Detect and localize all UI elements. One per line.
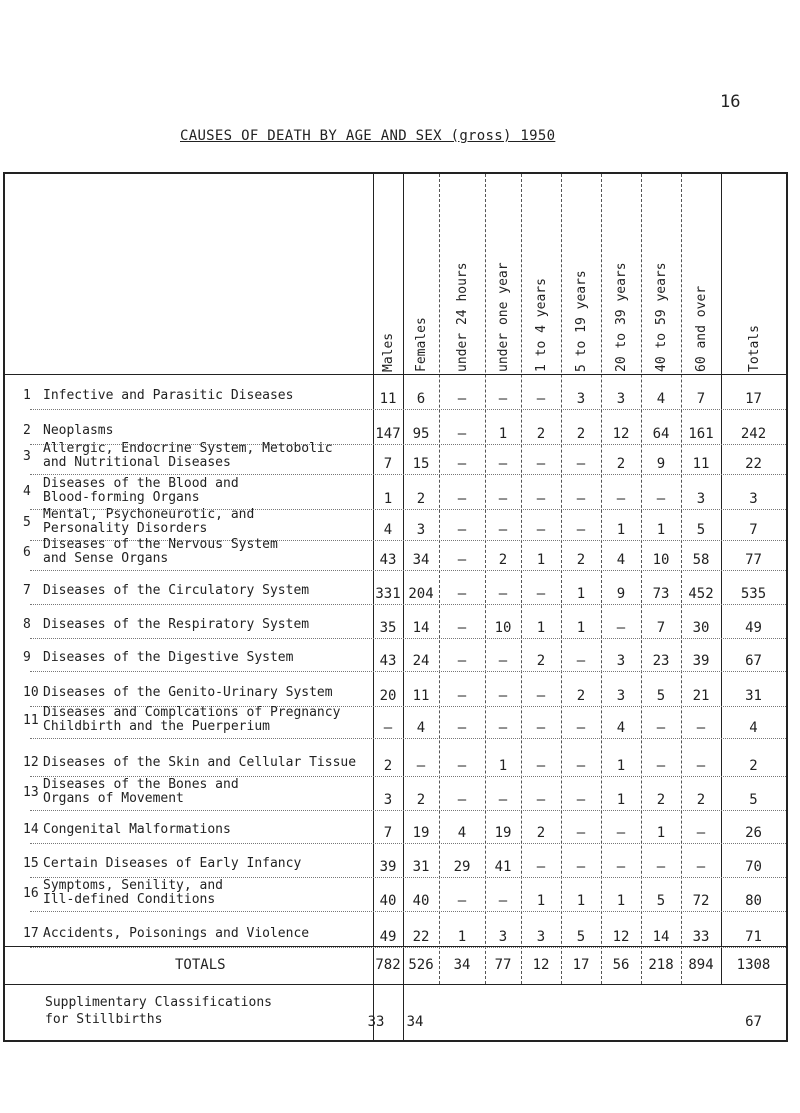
row-divider (30, 911, 786, 912)
table-cell: – (498, 653, 508, 669)
cause-text: Infective and Parasitic Diseases (43, 388, 294, 403)
table-cell: 31 (745, 688, 762, 704)
table-cell: 2 (749, 758, 758, 774)
table-cell: – (457, 456, 467, 472)
table-cell: 33 (692, 929, 710, 945)
cause-number: 6 (23, 545, 31, 560)
cause-text: Diseases of the Digestive System (43, 650, 294, 665)
table-cell: – (576, 720, 586, 736)
cause-number: 2 (23, 423, 31, 438)
table-cell: – (457, 491, 467, 507)
table-cell: – (536, 758, 546, 774)
table-cell: – (457, 688, 467, 704)
table-cell: 3 (383, 792, 393, 808)
table-cell: – (656, 859, 666, 875)
table-cell: 39 (692, 653, 710, 669)
table-cell: 1 (616, 893, 626, 909)
table-cell: – (457, 426, 467, 442)
table-cell: – (576, 522, 586, 538)
table-cell: – (656, 720, 666, 736)
table-cell: 1 (536, 620, 546, 636)
column-header (690, 182, 712, 372)
table-cell: 2 (576, 426, 586, 442)
table-cell: – (616, 825, 626, 841)
totals-cell: 34 (453, 957, 471, 973)
column-header-label: Males (381, 332, 396, 372)
table-cell: 5 (749, 792, 758, 808)
cause-text: Diseases of the Genito-Urinary System (43, 685, 333, 700)
table-cell: 9 (656, 456, 666, 472)
table-cell: – (498, 586, 508, 602)
cause-number: 14 (23, 822, 39, 837)
table-cell: – (457, 893, 467, 909)
table-cell: 26 (745, 825, 762, 841)
table-cell: 11 (692, 456, 710, 472)
column-header-label: Females (414, 317, 429, 372)
totals-cell: 526 (408, 957, 434, 973)
table-cell: 2 (383, 758, 393, 774)
table-cell: 71 (745, 929, 762, 945)
table-cell: – (498, 456, 508, 472)
table-cell: 72 (692, 893, 710, 909)
table-cell: 4 (416, 720, 426, 736)
table-cell: 11 (379, 391, 397, 407)
table-cell: 1 (576, 620, 586, 636)
table-cell: 12 (612, 929, 630, 945)
totals-cell: 218 (648, 957, 674, 973)
table-row (5, 639, 786, 673)
table-cell: 1 (498, 426, 508, 442)
table-cell: 4 (749, 720, 758, 736)
table-cell: 3 (416, 522, 426, 538)
supplementary-label: Supplimentary Classifications for Stillbirths (45, 995, 272, 1027)
table-cell: 7 (696, 391, 706, 407)
cause-number: 4 (23, 484, 31, 499)
row-divider (30, 604, 786, 605)
table-cell: 204 (408, 586, 434, 602)
supplementary-males: 33 (367, 1014, 385, 1030)
table-cell: – (656, 758, 666, 774)
table-cell: 4 (457, 825, 467, 841)
table-cell: 22 (412, 929, 430, 945)
column-header-label: 20 to 39 years (614, 262, 629, 372)
table-cell: 1 (536, 552, 546, 568)
table-cell: – (536, 720, 546, 736)
table-row (5, 706, 786, 740)
totals-cell: 782 (375, 957, 401, 973)
table-cell: 19 (412, 825, 430, 841)
table-cell: 4 (616, 552, 626, 568)
table-cell: 2 (656, 792, 666, 808)
table-cell: – (498, 688, 508, 704)
table-cell: – (457, 552, 467, 568)
table-cell: 3 (616, 391, 626, 407)
table-row (5, 538, 786, 572)
table-row (5, 477, 786, 511)
table-cell: – (457, 792, 467, 808)
totals-cell: 1308 (736, 957, 771, 973)
table-cell: – (498, 522, 508, 538)
table-cell: 19 (494, 825, 512, 841)
table-row (5, 377, 786, 411)
table-cell: 5 (576, 929, 586, 945)
header-divider (5, 374, 786, 375)
table-cell: – (536, 586, 546, 602)
table-cell: 2 (536, 426, 546, 442)
table-cell: 21 (692, 688, 710, 704)
table-cell: 15 (412, 456, 430, 472)
table-cell: 2 (498, 552, 508, 568)
table-cell: – (457, 758, 467, 774)
table-cell: – (576, 859, 586, 875)
table-cell: 29 (453, 859, 471, 875)
table-cell: 1 (457, 929, 467, 945)
table-cell: 3 (696, 491, 706, 507)
table-cell: – (536, 391, 546, 407)
table-cell: – (616, 859, 626, 875)
table-row (5, 879, 786, 913)
supplementary-row (5, 994, 786, 1034)
totals-cell: 56 (612, 957, 630, 973)
table-cell: 7 (656, 620, 666, 636)
table-cell: 10 (494, 620, 512, 636)
row-divider (30, 947, 786, 948)
table-cell: 12 (612, 426, 630, 442)
table-cell: 4 (616, 720, 626, 736)
table-cell: 43 (379, 552, 397, 568)
cause-number: 15 (23, 856, 39, 871)
cause-text: Certain Diseases of Early Infancy (43, 856, 302, 871)
table-cell: 5 (656, 688, 666, 704)
cause-number: 16 (23, 886, 39, 901)
cause-text: Congenital Malformations (43, 822, 231, 837)
table-cell: 49 (379, 929, 397, 945)
table-cell: 1 (616, 522, 626, 538)
table-row (5, 811, 786, 845)
column-header (610, 182, 632, 372)
cause-number: 1 (23, 388, 31, 403)
totals-label: TOTALS (175, 957, 226, 973)
table-cell: – (616, 620, 626, 636)
table-cell: – (576, 758, 586, 774)
table-cell: 80 (745, 893, 762, 909)
table-cell: 147 (375, 426, 401, 442)
column-header (492, 182, 514, 372)
table-cell: – (696, 720, 706, 736)
table-cell: 70 (745, 859, 762, 875)
table-frame (3, 172, 788, 1042)
table-cell: 77 (745, 552, 762, 568)
column-header (530, 182, 552, 372)
cause-number: 13 (23, 785, 39, 800)
table-cell: – (457, 391, 467, 407)
table-cell: – (696, 758, 706, 774)
cause-text: Diseases of the Skin and Cellular Tissue (43, 755, 357, 770)
table-cell: – (383, 720, 393, 736)
table-cell: 73 (652, 586, 670, 602)
table-cell: 20 (379, 688, 397, 704)
column-header (410, 182, 432, 372)
table-cell: 535 (740, 586, 767, 602)
table-cell: 1 (383, 491, 393, 507)
table-cell: 35 (379, 620, 397, 636)
row-divider (30, 843, 786, 844)
cause-number: 12 (23, 755, 39, 770)
table-cell: 5 (656, 893, 666, 909)
table-cell: – (656, 491, 666, 507)
cause-text: Accidents, Poisonings and Violence (43, 926, 310, 941)
table-cell: 1 (616, 758, 626, 774)
column-header (377, 182, 399, 372)
table-cell: 9 (616, 586, 626, 602)
cause-text: Diseases and Complcations of Pregnancy Childbirth and the Puerperium (43, 705, 341, 734)
table-cell: 5 (696, 522, 706, 538)
table-cell: 7 (749, 522, 758, 538)
table-cell: 11 (412, 688, 430, 704)
table-cell: 3 (576, 391, 586, 407)
table-cell: 41 (494, 859, 512, 875)
cause-text: Diseases of the Circulatory System (43, 583, 310, 598)
table-cell: 1 (576, 893, 586, 909)
table-row (5, 845, 786, 879)
cause-number: 17 (23, 926, 39, 941)
table-cell: 331 (375, 586, 401, 602)
table-cell: – (576, 491, 586, 507)
table-cell: 1 (656, 522, 666, 538)
table-cell: 40 (379, 893, 397, 909)
table-cell: 7 (383, 456, 393, 472)
table-cell: 2 (416, 792, 426, 808)
table-cell: 242 (740, 426, 767, 442)
row-divider (30, 409, 786, 410)
table-cell: 3 (616, 688, 626, 704)
totals-cell: 17 (572, 957, 590, 973)
table-row (5, 442, 786, 476)
table-cell: 4 (656, 391, 666, 407)
table-cell: 43 (379, 653, 397, 669)
table-row (5, 744, 786, 778)
table-cell: – (536, 859, 546, 875)
cause-text: Mental, Psychoneurotic, and Personality Disorders (43, 507, 255, 536)
table-cell: 161 (688, 426, 714, 442)
cause-number: 7 (23, 583, 31, 598)
table-cell: 39 (379, 859, 397, 875)
table-cell: – (457, 653, 467, 669)
table-row (5, 674, 786, 708)
column-header (743, 182, 765, 372)
table-cell: 7 (383, 825, 393, 841)
totals-bottom-line (5, 984, 786, 985)
table-cell: 6 (416, 391, 426, 407)
cause-text: Diseases of the Nervous System and Sense Organs (43, 537, 278, 566)
row-divider (30, 570, 786, 571)
table-cell: 2 (536, 653, 546, 669)
column-header (570, 182, 592, 372)
table-cell: – (498, 792, 508, 808)
table-cell: – (457, 620, 467, 636)
column-header-label: 1 to 4 years (534, 278, 549, 372)
table-cell: 4 (383, 522, 393, 538)
table-cell: 23 (652, 653, 670, 669)
table-cell: 22 (745, 456, 762, 472)
row-divider (30, 671, 786, 672)
page-number: 16 (720, 92, 741, 112)
cause-text: Neoplasms (43, 423, 114, 438)
totals-cell: 894 (688, 957, 714, 973)
column-header (451, 182, 473, 372)
table-cell: 452 (688, 586, 714, 602)
table-cell: 3 (498, 929, 508, 945)
column-header-label: under 24 hours (455, 262, 470, 372)
table-cell: – (457, 720, 467, 736)
table-cell: – (616, 491, 626, 507)
column-header-label: 40 to 59 years (654, 262, 669, 372)
column-header-label: under one year (496, 262, 511, 372)
cause-text: Diseases of the Blood and Blood-forming Organs (43, 476, 239, 505)
table-cell: 17 (745, 391, 762, 407)
table-cell: – (536, 792, 546, 808)
totals-cell: 77 (494, 957, 512, 973)
table-cell: 58 (692, 552, 710, 568)
table-cell: – (576, 792, 586, 808)
table-cell: – (576, 653, 586, 669)
column-header-label: 60 and over (694, 285, 709, 372)
table-cell: 95 (412, 426, 430, 442)
table-cell: – (536, 522, 546, 538)
cause-number: 11 (23, 713, 39, 728)
column-header (650, 182, 672, 372)
table-cell: – (536, 491, 546, 507)
table-cell: 40 (412, 893, 430, 909)
cause-text: Diseases of the Respiratory System (43, 617, 310, 632)
table-cell: 2 (576, 688, 586, 704)
table-cell: 31 (412, 859, 430, 875)
supplementary-total: 67 (745, 1014, 762, 1030)
table-cell: 1 (656, 825, 666, 841)
table-cell: 2 (416, 491, 426, 507)
page-title: CAUSES OF DEATH BY AGE AND SEX (gross) 1950 (180, 128, 556, 144)
cause-text: Symptoms, Senility, and Ill-defined Conditions (43, 878, 224, 907)
table-cell: – (696, 859, 706, 875)
table-cell: – (576, 456, 586, 472)
table-cell: 14 (412, 620, 430, 636)
table-cell: 3 (749, 491, 758, 507)
table-cell: – (498, 893, 508, 909)
table-cell: 49 (745, 620, 762, 636)
table-row (5, 572, 786, 606)
cause-text: Diseases of the Bones and Organs of Movement (43, 777, 239, 806)
totals-cell: 12 (532, 957, 550, 973)
table-cell: 10 (652, 552, 670, 568)
table-cell: 2 (576, 552, 586, 568)
table-cell: 1 (616, 792, 626, 808)
table-cell: – (576, 825, 586, 841)
column-header-label: 5 to 19 years (574, 270, 589, 372)
table-cell: 24 (412, 653, 430, 669)
table-cell: – (536, 688, 546, 704)
cause-number: 10 (23, 685, 39, 700)
table-cell: – (416, 758, 426, 774)
totals-row (5, 949, 786, 979)
table-cell: – (536, 456, 546, 472)
cause-number: 8 (23, 617, 31, 632)
table-cell: 3 (616, 653, 626, 669)
table-cell: 3 (536, 929, 546, 945)
table-cell: 34 (412, 552, 430, 568)
table-cell: – (498, 491, 508, 507)
table-cell: – (498, 391, 508, 407)
table-cell: 1 (498, 758, 508, 774)
table-cell: 30 (692, 620, 710, 636)
supplementary-females: 34 (406, 1014, 424, 1030)
row-divider (30, 738, 786, 739)
table-cell: 2 (696, 792, 706, 808)
cause-text: Allergic, Endocrine System, Metobolic and Nutritional Diseases (43, 441, 333, 470)
row-divider (30, 474, 786, 475)
table-row (5, 778, 786, 812)
table-cell: – (696, 825, 706, 841)
cause-number: 5 (23, 515, 31, 530)
table-row (5, 915, 786, 949)
table-cell: 64 (652, 426, 670, 442)
table-cell: 1 (536, 893, 546, 909)
table-cell: 2 (616, 456, 626, 472)
table-cell: 2 (536, 825, 546, 841)
table-cell: – (498, 720, 508, 736)
table-cell: – (457, 522, 467, 538)
table-cell: 67 (745, 653, 762, 669)
table-cell: – (457, 586, 467, 602)
table-cell: 14 (652, 929, 670, 945)
table-row (5, 606, 786, 640)
table-cell: 1 (576, 586, 586, 602)
cause-number: 9 (23, 650, 31, 665)
column-header-label: Totals (746, 325, 762, 372)
cause-number: 3 (23, 449, 31, 464)
